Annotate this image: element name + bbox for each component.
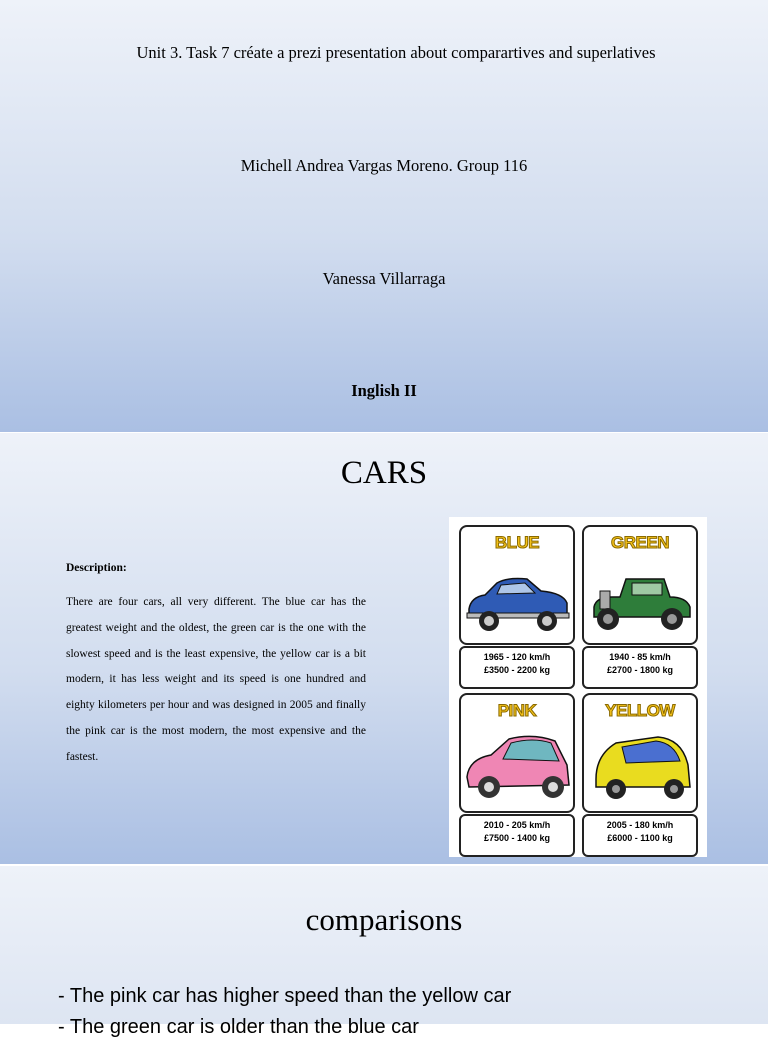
task-title: Unit 3. Task 7 créate a prezi presentation about comparartives and superlatives (136, 43, 656, 62)
card-frame (459, 525, 575, 645)
slide-title: CARS (340, 455, 428, 491)
car-card-pink (459, 693, 575, 853)
green-car-icon (586, 557, 696, 643)
card-stats-line1: 1940 - 85 km/h (609, 652, 671, 662)
cars-slide (0, 433, 768, 864)
car-card-blue (459, 525, 575, 685)
description-label: Description: (66, 562, 127, 574)
car-cards-image (449, 517, 707, 857)
card-stats-line1: 2010 - 205 km/h (483, 820, 551, 830)
comparisons-slide (0, 866, 768, 1038)
card-stats-line1: 1965 - 120 km/h (483, 652, 551, 662)
author-line: Michell Andrea Vargas Moreno. Group 116 (240, 156, 528, 175)
car-card-green (582, 525, 698, 685)
card-frame (582, 693, 698, 813)
card-stats-line2: £7500 - 1400 kg (483, 833, 551, 843)
teacher-line: Vanessa Villarraga (322, 269, 446, 288)
card-stats-line1: 2005 - 180 km/h (606, 820, 674, 830)
card-stats-line2: £6000 - 1100 kg (607, 833, 673, 843)
blue-car-icon (463, 557, 573, 643)
card-frame (582, 525, 698, 645)
card-stats-line2: £3500 - 2200 kg (483, 665, 551, 675)
card-stats (459, 646, 575, 689)
bullet-item: - The pink car has higher speed than the yellow car (58, 985, 512, 1007)
card-name: PINK (497, 701, 537, 720)
course-line: Inglish II (351, 381, 417, 400)
bullet-item: - The green car is older than the blue car (58, 1016, 419, 1038)
title-slide (0, 0, 768, 432)
card-stats (459, 814, 575, 857)
slide-title: comparisons (305, 902, 463, 937)
card-name: YELLOW (605, 701, 675, 720)
card-frame (459, 693, 575, 813)
yellow-car-icon (586, 725, 696, 811)
description-text: There are four cars, all very different. The blue car has the greatest weight and the oldest, the green car is the one with the slowest speed and is the least expensive, the yellow car is a bit modern, it has less weight and its speed is one hundred and eighty kilometers per hour and was designed in 2005 and finally the pink car is the most modern, the most expensive and the fastest. (66, 596, 366, 763)
card-stats (582, 646, 698, 689)
car-card-yellow (582, 693, 698, 853)
card-stats-line2: £2700 - 1800 kg (606, 665, 674, 675)
card-name: BLUE (494, 533, 540, 552)
pink-car-icon (463, 725, 573, 811)
card-name: GREEN (611, 533, 669, 552)
card-stats (582, 814, 698, 857)
